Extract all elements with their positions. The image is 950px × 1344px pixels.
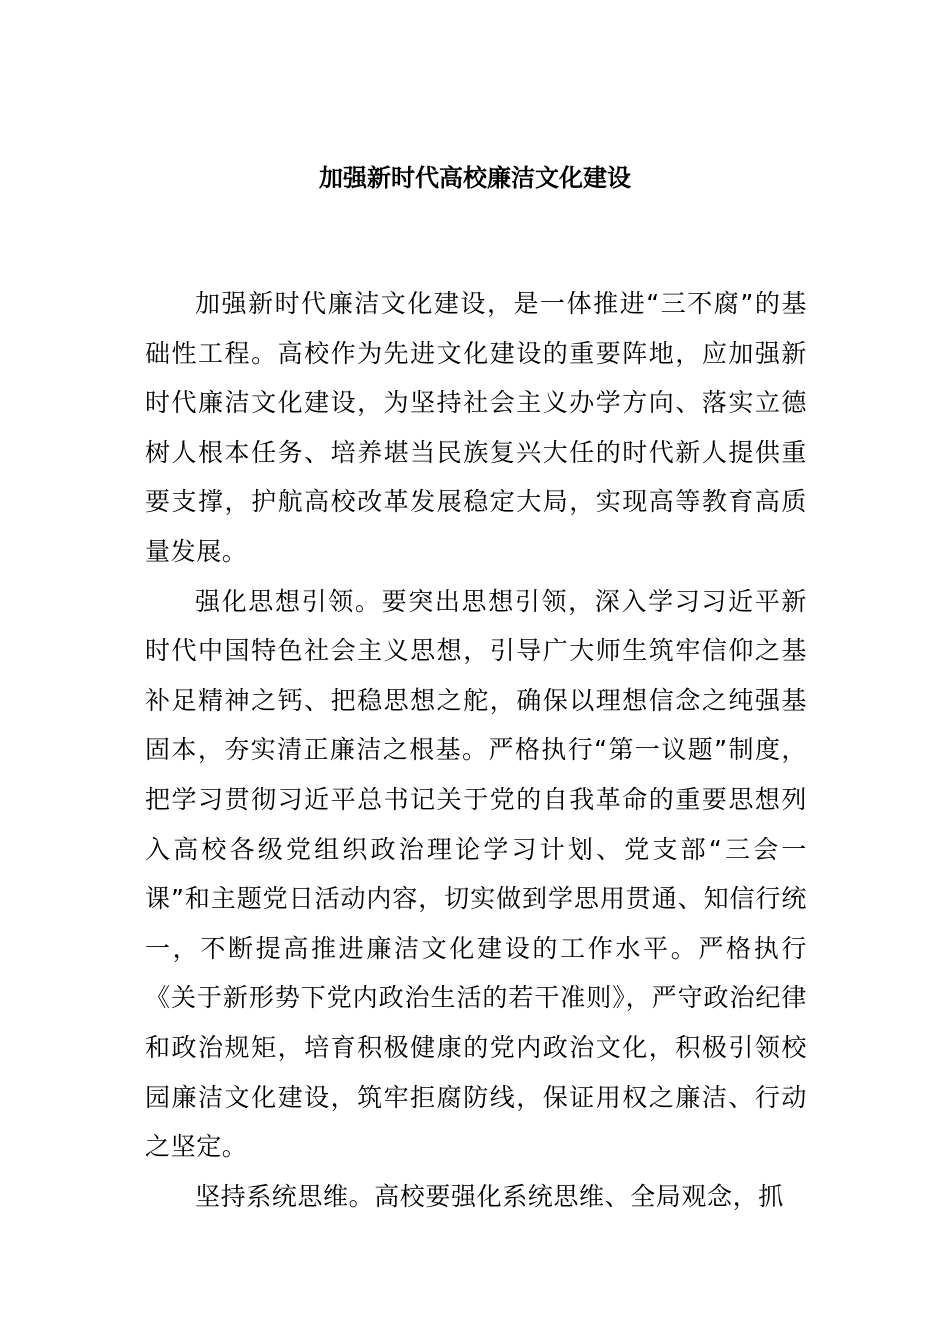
- document-title: 加强新时代高校廉洁文化建设: [319, 164, 631, 192]
- paragraph-systems-thinking: 坚持系统思维。高校要强化系统思维、全局观念，抓: [195, 1181, 784, 1211]
- paragraph-ideology: 强化思想引领。要突出思想引领，深入学习习近平新时代中国特色社会主义思想，引导广大师生筑牢信仰之基补足精神之钙、把稳思想之舵，确保以理想信念之纯强基固本，夯实清正廉洁之根基。严格执行“第一议题”制度，把学习贯彻习近平总书记关于党的自我革命的重要思想列入高校各级党组织政治理论学习计划、党支部“三会一课”和主题党日活动内容，切实做到学思用贯通、知信行统一，不断提高推进廉洁文化建设的工作水平。严格执行《关于新形势下党内政治生活的若干准则》，严守政治纪律和政治规矩，培育积极健康的党内政治文化，积极引领校园廉洁文化建设，筑牢拒腐防线，保证用权之廉洁、行动之坚定。: [145, 586, 807, 1162]
- document-body: [145, 279, 807, 1221]
- paragraph-intro: 加强新时代廉洁文化建设，是一体推进“三不腐”的基础性工程。高校作为先进文化建设的重要阵地，应加强新时代廉洁文化建设，为坚持社会主义办学方向、落实立德树人根本任务、培养堪当民族复兴大任的时代新人提供重要支撑，护航高校改革发展稳定大局，实现高等教育高质量发展。: [145, 289, 807, 566]
